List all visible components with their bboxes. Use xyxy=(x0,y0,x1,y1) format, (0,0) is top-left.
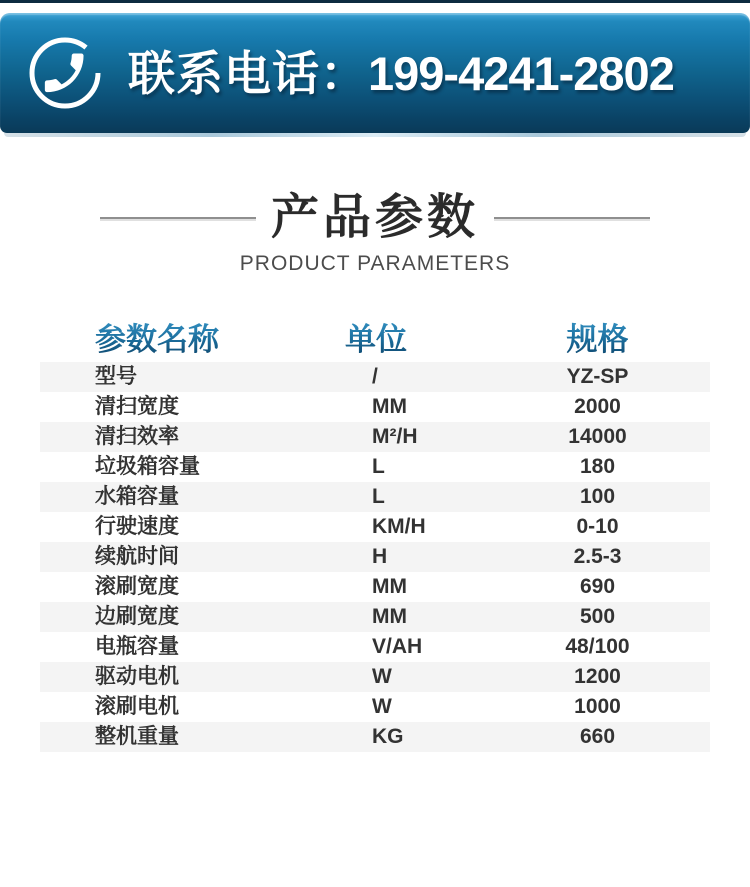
table-row xyxy=(40,662,710,692)
phone-icon xyxy=(26,33,104,113)
param-spec: 500 xyxy=(579,605,616,629)
param-name: 续航时间 xyxy=(95,545,179,569)
param-spec: YZ-SP xyxy=(566,365,629,389)
table-row xyxy=(40,632,710,662)
table-row xyxy=(40,392,710,422)
section-subtitle: PRODUCT PARAMETERS xyxy=(239,252,511,276)
param-name: 清扫效率 xyxy=(95,425,179,449)
param-spec: 0-10 xyxy=(576,515,619,539)
param-unit: M²/H xyxy=(372,425,418,449)
param-spec: 1000 xyxy=(574,695,621,719)
section-title-row xyxy=(0,190,750,245)
param-spec: 48/100 xyxy=(565,635,630,659)
param-unit: MM xyxy=(372,605,407,629)
section-header xyxy=(0,190,750,276)
param-unit: W xyxy=(372,665,392,689)
param-spec: 2.5-3 xyxy=(573,545,622,569)
param-name: 整机重量 xyxy=(95,725,179,749)
table-row xyxy=(40,362,710,392)
param-unit: KM/H xyxy=(372,515,426,539)
param-unit: H xyxy=(372,545,388,569)
table-row xyxy=(40,572,710,602)
column-header-unit: 单位 xyxy=(345,314,485,359)
contact-banner[interactable] xyxy=(0,13,750,133)
param-unit: MM xyxy=(372,395,407,419)
param-name: 滚刷电机 xyxy=(95,695,179,719)
param-name: 驱动电机 xyxy=(95,665,179,689)
table-row xyxy=(40,452,710,482)
param-name: 边刷宽度 xyxy=(95,605,179,629)
contact-label: 联系电话： xyxy=(128,46,368,100)
title-rule-right xyxy=(494,217,650,219)
param-name: 型号 xyxy=(95,365,137,389)
top-edge-strip xyxy=(0,0,750,3)
param-name: 水箱容量 xyxy=(95,485,179,509)
param-unit: / xyxy=(372,365,378,389)
param-unit: L xyxy=(372,485,385,509)
param-name: 行驶速度 xyxy=(95,515,179,539)
param-spec: 660 xyxy=(579,725,616,749)
param-unit: L xyxy=(372,455,385,479)
param-spec: 2000 xyxy=(574,395,621,419)
param-spec: 690 xyxy=(579,575,616,599)
table-row xyxy=(40,722,710,752)
table-header-row xyxy=(40,310,710,362)
column-header-name: 参数名称 xyxy=(40,314,345,359)
column-header-spec: 规格 xyxy=(485,314,710,359)
section-title: 产品参数 xyxy=(270,191,479,244)
table-row xyxy=(40,692,710,722)
param-unit: W xyxy=(372,695,392,719)
param-spec: 100 xyxy=(579,485,616,509)
param-unit: MM xyxy=(372,575,407,599)
param-unit: V/AH xyxy=(372,635,423,659)
contact-phone-text xyxy=(128,46,674,100)
table-row xyxy=(40,542,710,572)
param-spec: 14000 xyxy=(568,425,627,449)
param-spec: 1200 xyxy=(574,665,621,689)
table-row xyxy=(40,422,710,452)
title-rule-left xyxy=(100,217,256,219)
table-row xyxy=(40,512,710,542)
param-unit: KG xyxy=(372,725,404,749)
table-row xyxy=(40,482,710,512)
table-row xyxy=(40,602,710,632)
param-name: 电瓶容量 xyxy=(95,635,179,659)
param-name: 清扫宽度 xyxy=(95,395,179,419)
param-spec: 180 xyxy=(579,455,616,479)
contact-number: 199-4241-2802 xyxy=(368,46,674,100)
param-name: 垃圾箱容量 xyxy=(95,455,200,479)
parameters-table xyxy=(40,310,710,752)
param-name: 滚刷宽度 xyxy=(95,575,179,599)
table-body xyxy=(40,362,710,752)
